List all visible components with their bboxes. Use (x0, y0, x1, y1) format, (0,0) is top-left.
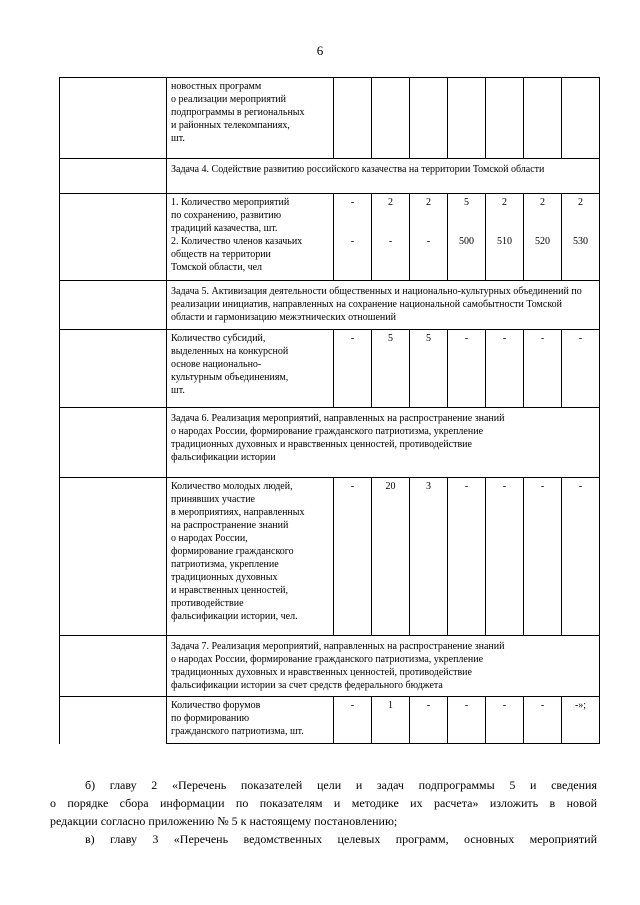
task-cell: Задача 7. Реализация мероприятий, направленных на распространение знаний о народах России, формирование гражданского патриотизма, укрепление традиционных духовных и нравственных ценностей, противодействие фальсификации истории за счет средств федерального бюджета (167, 636, 600, 697)
indicator-row (60, 194, 600, 281)
program-cell (60, 478, 167, 636)
value-cell: - (562, 330, 600, 408)
page-number: 6 (316, 43, 324, 58)
indicator-row (60, 78, 600, 159)
value-cell: 2 - (410, 194, 448, 281)
value-cell (334, 78, 372, 159)
program-cell (60, 281, 167, 330)
value-cell: 2 510 (486, 194, 524, 281)
program-cell (60, 78, 167, 159)
value-cell: 5 (410, 330, 448, 408)
paragraph-b-line2: о порядке сбора информации по показателям и методике их расчета» изложить в новой (50, 796, 597, 810)
value-cell (562, 78, 600, 159)
task-row (60, 636, 600, 697)
paragraph-v-line1: в) главу 3 «Перечень ведомственных целевых программ, основных мероприятий (85, 832, 597, 846)
value-cell: - (524, 478, 562, 636)
program-cell (60, 159, 167, 194)
value-cell (448, 78, 486, 159)
table-body (60, 78, 600, 744)
indicators-table (59, 77, 600, 744)
value-cell: - (486, 330, 524, 408)
value-cell: 5 500 (448, 194, 486, 281)
task-row (60, 281, 600, 330)
task-cell: Задача 5. Активизация деятельности общественных и национально-культурных объединений по реализации инициатив, направленных на сохранение национальной самобытности Томской области и гармонизацию межэтнических отношений (167, 281, 600, 330)
value-cell: 20 (372, 478, 410, 636)
indicator-cell: 1. Количество мероприятий по сохранению, развитию традиций казачества, шт. 2. Количество членов казачьих обществ на территории Томской области, чел (167, 194, 334, 281)
program-cell (60, 408, 167, 478)
program-cell (60, 194, 167, 281)
program-cell (60, 697, 167, 744)
value-cell (524, 78, 562, 159)
indicator-cell: новостных программ о реализации мероприятий подпрограммы в региональных и районных телекомпаниях, шт. (167, 78, 334, 159)
program-cell (60, 330, 167, 408)
indicator-row (60, 478, 600, 636)
value-cell: 3 (410, 478, 448, 636)
indicator-row (60, 697, 600, 744)
indicator-cell: Количество субсидий, выделенных на конкурсной основе национально- культурным объединениям, шт. (167, 330, 334, 408)
value-cell: - (334, 478, 372, 636)
value-cell: - (448, 330, 486, 408)
value-cell: - (448, 478, 486, 636)
task-cell: Задача 4. Содействие развитию российского казачества на территории Томской области (167, 159, 600, 194)
paragraph-b-line1: б) главу 2 «Перечень показателей цели и задач подпрограммы 5 и сведения (85, 778, 597, 792)
value-cell: - (524, 330, 562, 408)
task-row (60, 408, 600, 478)
value-cell: - (524, 697, 562, 744)
value-cell: 1 (372, 697, 410, 744)
indicator-cell: Количество форумов по формированию гражданского патриотизма, шт. (167, 697, 334, 744)
value-cell (486, 78, 524, 159)
value-cell: - (562, 478, 600, 636)
indicator-row (60, 330, 600, 408)
value-cell (410, 78, 448, 159)
value-cell: - - (334, 194, 372, 281)
program-cell (60, 636, 167, 697)
value-cell: -»; (562, 697, 600, 744)
value-cell: 5 (372, 330, 410, 408)
task-cell: Задача 6. Реализация мероприятий, направленных на распространение знаний о народах России, формирование гражданского патриотизма, укрепление традиционных духовных и нравственных ценностей, противодействие фальсификации истории (167, 408, 600, 478)
value-cell: - (410, 697, 448, 744)
value-cell: 2 520 (524, 194, 562, 281)
value-cell (372, 78, 410, 159)
value-cell: 2 530 (562, 194, 600, 281)
value-cell: - (486, 478, 524, 636)
value-cell: - (334, 330, 372, 408)
indicator-cell: Количество молодых людей, принявших участие в мероприятиях, направленных на распространение знаний о народах России, формирование гражданского патриотизма, укрепление традиционных духовных и нравственных ценностей, противодействие фальсификации истории, чел. (167, 478, 334, 636)
value-cell: - (486, 697, 524, 744)
paragraph-b-line3: редакции согласно приложению № 5 к настоящему постановлению; (50, 814, 398, 828)
value-cell: - (448, 697, 486, 744)
value-cell: 2 - (372, 194, 410, 281)
value-cell: - (334, 697, 372, 744)
task-row (60, 159, 600, 194)
